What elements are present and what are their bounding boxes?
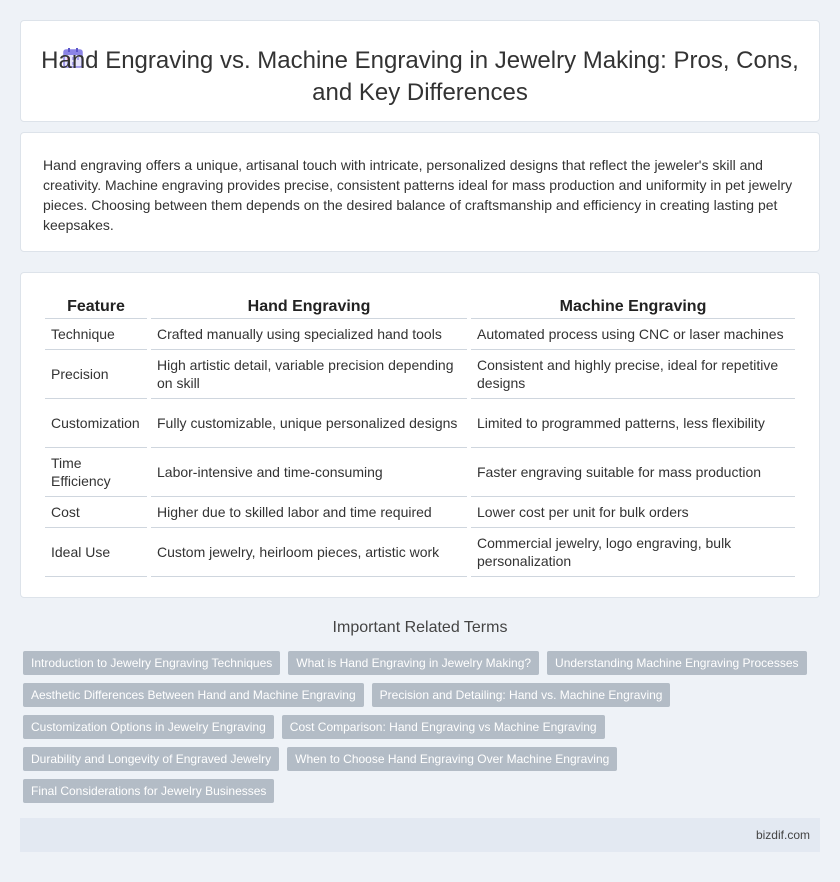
table-cell: Time Efficiency	[45, 448, 147, 497]
related-terms-list	[23, 651, 813, 803]
related-term-link[interactable]: Aesthetic Differences Between Hand and Machine Engraving	[23, 683, 364, 707]
related-term-link[interactable]: Customization Options in Jewelry Engraving	[23, 715, 274, 739]
intro-card	[20, 132, 820, 252]
comparison-card	[20, 272, 820, 598]
related-term-link[interactable]: Understanding Machine Engraving Processes	[547, 651, 806, 675]
table-header-row	[45, 295, 795, 319]
table-cell: Limited to programmed patterns, less flexibility	[471, 399, 795, 448]
related-term-link[interactable]: What is Hand Engraving in Jewelry Making?	[288, 651, 539, 675]
footer	[20, 818, 820, 852]
table-cell: Cost	[45, 497, 147, 528]
table-row	[45, 497, 795, 528]
related-terms-heading: Important Related Terms	[332, 619, 508, 636]
table-cell: Custom jewelry, heirloom pieces, artistic work	[151, 528, 467, 577]
title-card	[20, 20, 820, 122]
table-cell: Automated process using CNC or laser machines	[471, 319, 795, 350]
table-cell: Labor-intensive and time-consuming	[151, 448, 467, 497]
related-term-link[interactable]: Introduction to Jewelry Engraving Techniques	[23, 651, 280, 675]
related-term-link[interactable]: Durability and Longevity of Engraved Jewelry	[23, 747, 279, 771]
table-cell: Precision	[45, 350, 147, 399]
related-term-link[interactable]: When to Choose Hand Engraving Over Machine Engraving	[287, 747, 617, 771]
table-cell: Technique	[45, 319, 147, 350]
header-machine-engraving: Machine Engraving	[471, 295, 795, 319]
table-row	[45, 399, 795, 448]
table-cell: Fully customizable, unique personalized designs	[151, 399, 467, 448]
table-cell: Commercial jewelry, logo engraving, bulk personalization	[471, 528, 795, 577]
comparison-table	[41, 295, 799, 577]
table-row	[45, 319, 795, 350]
table-cell: Lower cost per unit for bulk orders	[471, 497, 795, 528]
table-row	[45, 448, 795, 497]
table-cell: Faster engraving suitable for mass production	[471, 448, 795, 497]
header-feature: Feature	[45, 295, 147, 319]
page-title: Hand Engraving vs. Machine Engraving in Jewelry Making: Pros, Cons, and Key Differences	[41, 47, 799, 106]
table-cell: Customization	[45, 399, 147, 448]
footer-site-name: bizdif.com	[755, 828, 810, 842]
table-cell: High artistic detail, variable precision depending on skill	[151, 350, 467, 399]
related-term-link[interactable]: Precision and Detailing: Hand vs. Machine Engraving	[372, 683, 671, 707]
related-term-link[interactable]: Cost Comparison: Hand Engraving vs Machine Engraving	[282, 715, 605, 739]
table-row	[45, 528, 795, 577]
header-hand-engraving: Hand Engraving	[151, 295, 467, 319]
table-cell: Higher due to skilled labor and time required	[151, 497, 467, 528]
table-cell: Consistent and highly precise, ideal for repetitive designs	[471, 350, 795, 399]
table-cell: Crafted manually using specialized hand tools	[151, 319, 467, 350]
intro-paragraph: Hand engraving offers a unique, artisanal touch with intricate, personalized designs that reflect the jeweler's skill and creativity. Machine engraving provides precise, consistent patterns ideal for mass production and uniformity in pet jewelry pieces. Choosing between them depends on the desired balance of craftsmanship and efficiency in creating lasting pet keepsakes.	[43, 157, 793, 233]
table-row	[45, 350, 795, 399]
related-term-link[interactable]: Final Considerations for Jewelry Businesses	[23, 779, 274, 803]
table-cell: Ideal Use	[45, 528, 147, 577]
